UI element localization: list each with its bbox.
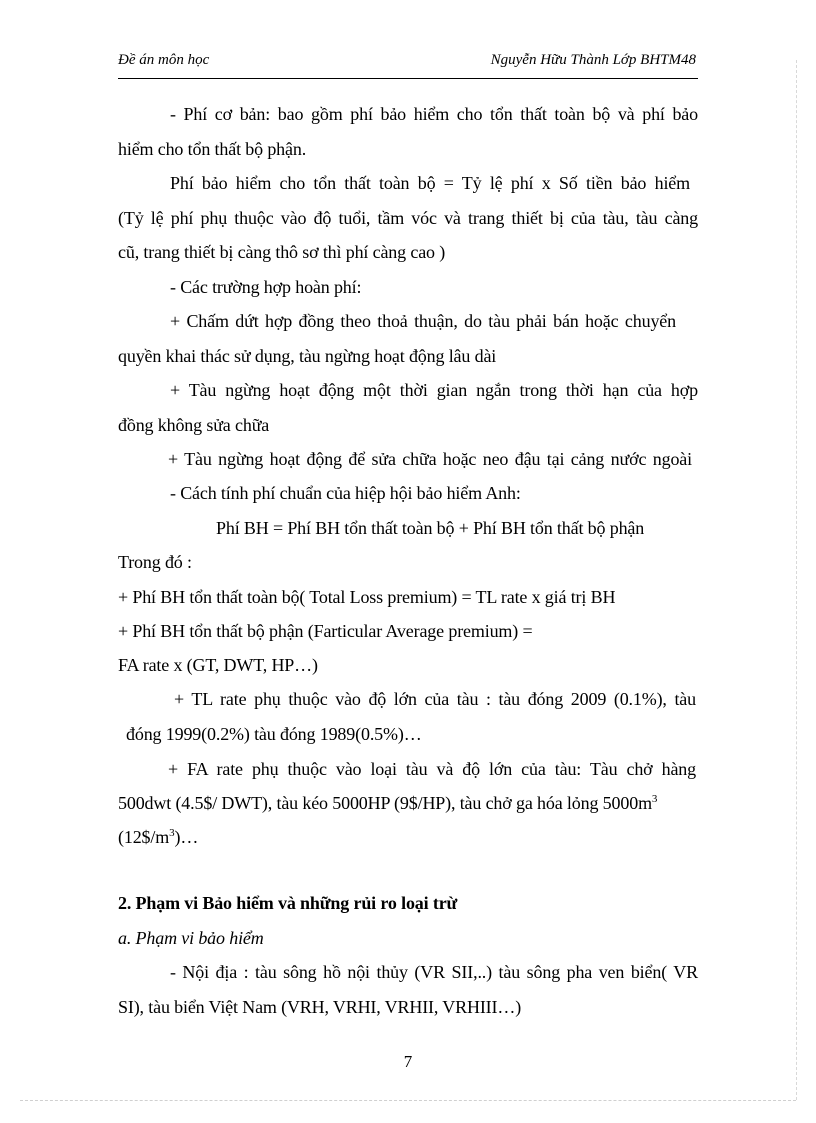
list-item: - Nội địa : tàu sông hồ nội thủy (VR SII,..) tàu sông pha ven biển( VR (170, 962, 698, 982)
paragraph-line: quyền khai thác sử dụng, tàu ngừng hoạt động lâu dài (118, 346, 497, 366)
header-right: Nguyễn Hữu Thành Lớp BHTM48 (490, 52, 696, 68)
page-frame-bottom (20, 1100, 796, 1101)
list-item: + Tàu ngừng hoạt động để sửa chữa hoặc neo đậu tại cảng nước ngoài (168, 449, 692, 469)
superscript: 3 (169, 827, 175, 839)
header-rule (118, 78, 698, 79)
list-item: + FA rate phụ thuộc vào loại tàu và độ lớn của tàu: Tàu chở hàng (168, 759, 696, 779)
formula-line: Phí BH = Phí BH tổn thất toàn bộ + Phí BH tổn thất bộ phận (216, 518, 645, 538)
page-number: 7 (403, 1052, 413, 1071)
paragraph-line: đồng không sửa chữa (118, 415, 270, 435)
formula-line: + Phí BH tổn thất toàn bộ( Total Loss premium) = TL rate x giá trị BH (118, 587, 616, 607)
list-item: - Cách tính phí chuẩn của hiệp hội bảo hiểm Anh: (170, 483, 521, 503)
superscript: 3 (651, 793, 658, 805)
paragraph-text: 500dwt (4.5$/ DWT), tàu kéo 5000HP (9$/HP), tàu chở ga hóa lỏng 5000m (118, 793, 652, 813)
formula-line: FA rate x (GT, DWT, HP…) (118, 655, 318, 675)
paragraph-line: đóng 1999(0.2%) tàu đóng 1989(0.5%)… (126, 724, 422, 744)
paragraph-line: hiểm cho tổn thất bộ phận. (118, 139, 307, 159)
list-item: + TL rate phụ thuộc vào độ lớn của tàu : tàu đóng 2009 (0.1%), tàu (174, 689, 696, 709)
header-left: Đề án môn học (118, 52, 210, 68)
paragraph-line: (Tỷ lệ phí phụ thuộc vào độ tuổi, tầm vóc và trang thiết bị của tàu, tàu càng (118, 208, 698, 228)
formula-line: Phí bảo hiểm cho tổn thất toàn bộ = Tỷ lệ phí x Số tiền bảo hiểm (170, 173, 690, 193)
subsection-heading: a. Phạm vi bảo hiểm (118, 928, 264, 948)
list-item: + Tàu ngừng hoạt động một thời gian ngắn trong thời hạn của hợp (170, 380, 698, 400)
section-heading: 2. Phạm vi Bảo hiểm và những rủi ro loại trừ (118, 893, 458, 913)
paragraph-line: - Phí cơ bản: bao gồm phí bảo hiểm cho tổn thất toàn bộ và phí bảo (170, 104, 698, 124)
paragraph-line (118, 792, 698, 814)
paragraph-line: Trong đó : (118, 552, 192, 572)
page-frame-right (796, 60, 797, 1100)
formula-line: + Phí BH tổn thất bộ phận (Farticular Average premium) = (118, 621, 533, 641)
paragraph-text: )… (174, 827, 199, 847)
paragraph-text: (12$/m (118, 827, 170, 847)
list-item: - Các trường hợp hoàn phí: (170, 277, 362, 297)
paragraph-line: SI), tàu biển Việt Nam (VRH, VRHI, VRHII, VRHIII…) (118, 997, 522, 1017)
paragraph-line (118, 826, 198, 848)
list-item: + Chấm dứt hợp đồng theo thoả thuận, do tàu phải bán hoặc chuyển (170, 311, 676, 331)
paragraph-line: cũ, trang thiết bị càng thô sơ thì phí càng cao ) (118, 242, 446, 262)
